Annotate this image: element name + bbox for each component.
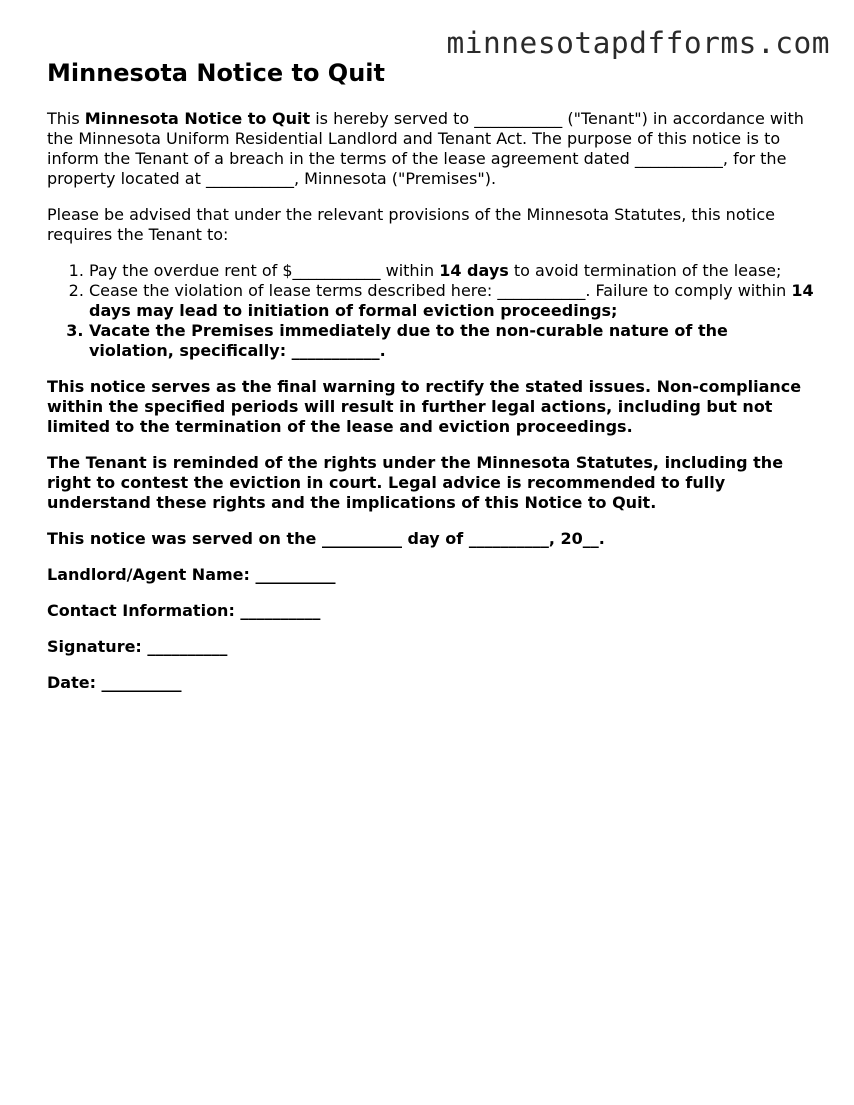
watermark: minnesotapdfforms.com (446, 26, 830, 60)
list-item: 1. Pay the overdue rent of $___________ within 14 days to avoid termination of the lease; (89, 261, 817, 281)
page-title: Minnesota Notice to Quit (47, 59, 385, 87)
list-item: 2. Cease the violation of lease terms described here: ___________. Failure to comply within 14 days may lead to initiation of formal eviction proceedings; (89, 281, 817, 321)
intro-text-1: This (47, 109, 85, 128)
warning-paragraph: This notice serves as the final warning to rectify the stated issues. Non-compliance within the specified periods will result in further legal actions, including but not limited to the termination of the lease and eviction proceedings. (47, 377, 802, 436)
served-line: This notice was served on the __________ day of __________, 20__. (47, 529, 605, 548)
document (47, 58, 817, 693)
list-item: 3. Vacate the Premises immediately due to the non-curable nature of the violation, specifically: ___________. (89, 321, 817, 361)
rights-paragraph: The Tenant is reminded of the rights under the Minnesota Statutes, including the right to contest the eviction in court. Legal advice is recommended to fully understand these rights and the implications of this Notice to Quit. (47, 453, 784, 512)
signature-field: Signature: __________ (47, 637, 228, 656)
date-field: Date: __________ (47, 673, 182, 692)
intro-bold: Minnesota Notice to Quit (84, 109, 311, 128)
contact-information-field: Contact Information: __________ (47, 601, 321, 620)
advice-paragraph: Please be advised that under the relevant provisions of the Minnesota Statutes, this notice requires the Tenant to: (47, 205, 775, 244)
intro-paragraph (47, 109, 817, 189)
requirements-list (47, 261, 817, 361)
intro-text-2: is hereby served to ___________ ("Tenant") in accordance with the Minnesota Uniform Residential Landlord and Tenant Act. The purpose of this notice is to inform the Tenant of a breach in the terms of the lease agreement dated ___________, for the property located at ___________, Minnesota ("Premises"). (47, 109, 804, 188)
landlord-name-field: Landlord/Agent Name: __________ (47, 565, 336, 584)
